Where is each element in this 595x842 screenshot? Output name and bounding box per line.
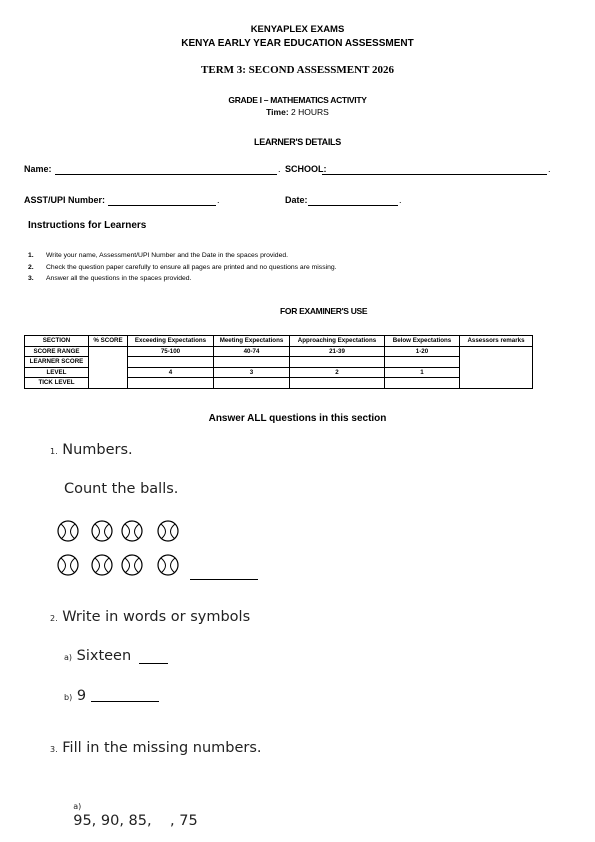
part-label: a) <box>64 653 73 662</box>
balls-illustration <box>55 518 195 580</box>
instruction-item <box>28 262 337 274</box>
school-field[interactable] <box>322 174 547 175</box>
col-header: Approaching Expectations <box>290 336 385 347</box>
col-header: Below Expectations <box>385 336 460 347</box>
examiner-table <box>24 335 533 389</box>
row-label: LEVEL <box>25 367 89 378</box>
question-number: 2. <box>50 614 58 623</box>
question-text: Write in words or symbols <box>62 609 251 625</box>
answer-line-q2a[interactable] <box>139 663 168 664</box>
details-title: LEARNER'S DETAILS <box>254 137 341 147</box>
table-cell[interactable] <box>128 378 214 389</box>
part-text: Sixteen <box>76 648 132 664</box>
org-title: KENYAPLEX EXAMS <box>250 24 345 35</box>
col-header: Assessors remarks <box>460 336 533 347</box>
row-label: SCORE RANGE <box>25 346 89 357</box>
assessment-title: KENYA EARLY YEAR EDUCATION ASSESSMENT <box>181 38 414 49</box>
part-label: a) <box>73 802 82 811</box>
ball-icon <box>122 521 142 541</box>
name-field-end: . <box>278 164 281 174</box>
instruction-num: 2. <box>28 263 34 271</box>
asst-field[interactable] <box>108 205 216 206</box>
question-number: 3. <box>50 745 58 754</box>
col-header: % SCORE <box>89 336 128 347</box>
date-label: Date: <box>285 195 308 205</box>
table-cell: 2 <box>290 367 385 378</box>
question-text: Fill in the missing numbers. <box>62 740 262 756</box>
date-field[interactable] <box>308 205 398 206</box>
ball-icon <box>92 555 112 575</box>
section-instruction: Answer ALL questions in this section <box>208 413 387 424</box>
col-header: Exceeding Expectations <box>128 336 214 347</box>
table-cell[interactable] <box>385 378 460 389</box>
name-label: Name: <box>24 164 52 174</box>
col-header: SECTION <box>25 336 89 347</box>
part-text: 9 <box>76 688 87 704</box>
table-cell: 75-100 <box>128 346 214 357</box>
question-text: Numbers. <box>62 442 133 458</box>
question-3 <box>50 740 262 756</box>
ball-icon <box>158 521 178 541</box>
ball-icon <box>58 555 78 575</box>
part-label: b) <box>64 693 73 702</box>
answer-line-q1[interactable] <box>190 579 258 580</box>
table-cell[interactable] <box>385 357 460 368</box>
table-cell[interactable] <box>214 357 290 368</box>
question-1-sub: Count the balls. <box>64 481 179 497</box>
table-cell: 3 <box>214 367 290 378</box>
table-row <box>25 346 533 357</box>
instruction-num: 1. <box>28 252 34 259</box>
asst-field-end: . <box>217 195 220 205</box>
row-label: TICK LEVEL <box>25 378 89 389</box>
grade-title: GRADE I – MATHEMATICS ACTIVITY <box>228 95 367 105</box>
instruction-text: Write your name, Assessment/UPI Number and the Date in the spaces provided. <box>46 252 289 259</box>
question-2 <box>50 609 250 625</box>
date-field-end: . <box>399 195 402 205</box>
assessors-remarks-cell[interactable] <box>460 346 533 388</box>
question-1 <box>50 442 133 458</box>
ball-icon <box>122 555 142 575</box>
percent-score-cell[interactable] <box>89 346 128 388</box>
table-cell: 40-74 <box>214 346 290 357</box>
answer-line-q2b[interactable] <box>91 701 159 702</box>
question-2a <box>64 648 131 664</box>
question-number: 1. <box>50 447 58 456</box>
ball-icon <box>92 521 112 541</box>
table-cell: 21-39 <box>290 346 385 357</box>
table-cell[interactable] <box>214 378 290 389</box>
table-cell[interactable] <box>290 378 385 389</box>
asst-label: ASST/UPI Number: <box>24 195 106 205</box>
examiner-title: FOR EXAMINER'S USE <box>280 306 368 316</box>
table-cell: 1 <box>385 367 460 378</box>
instructions-title: Instructions for Learners <box>28 220 147 231</box>
time-value: 2 HOURS <box>291 107 329 117</box>
time-label: Time: <box>266 107 289 117</box>
instruction-text: Answer all the questions in the spaces provided. <box>46 275 192 282</box>
question-2b <box>64 688 86 704</box>
term-title: TERM 3: SECOND ASSESSMENT 2026 <box>201 64 394 76</box>
name-field[interactable] <box>55 174 277 175</box>
school-field-end: . <box>548 164 551 174</box>
instructions-list <box>28 250 337 285</box>
ball-icon <box>158 555 178 575</box>
table-header-row <box>25 336 533 347</box>
school-label: SCHOOL: <box>285 164 327 174</box>
question-3a <box>64 781 198 829</box>
table-cell[interactable] <box>128 357 214 368</box>
instruction-item <box>28 250 337 262</box>
instruction-num: 3. <box>28 275 34 282</box>
table-cell: 4 <box>128 367 214 378</box>
row-label: LEARNER SCORE <box>25 357 89 368</box>
time-line <box>0 107 595 117</box>
part-text: 95, 90, 85, , 75 <box>73 813 198 829</box>
ball-icon <box>58 521 78 541</box>
col-header: Meeting Expectations <box>214 336 290 347</box>
table-cell[interactable] <box>290 357 385 368</box>
instruction-text: Check the question paper carefully to ensure all pages are printed and no questions are missing. <box>46 263 337 271</box>
table-cell: 1-20 <box>385 346 460 357</box>
instruction-item <box>28 273 337 285</box>
